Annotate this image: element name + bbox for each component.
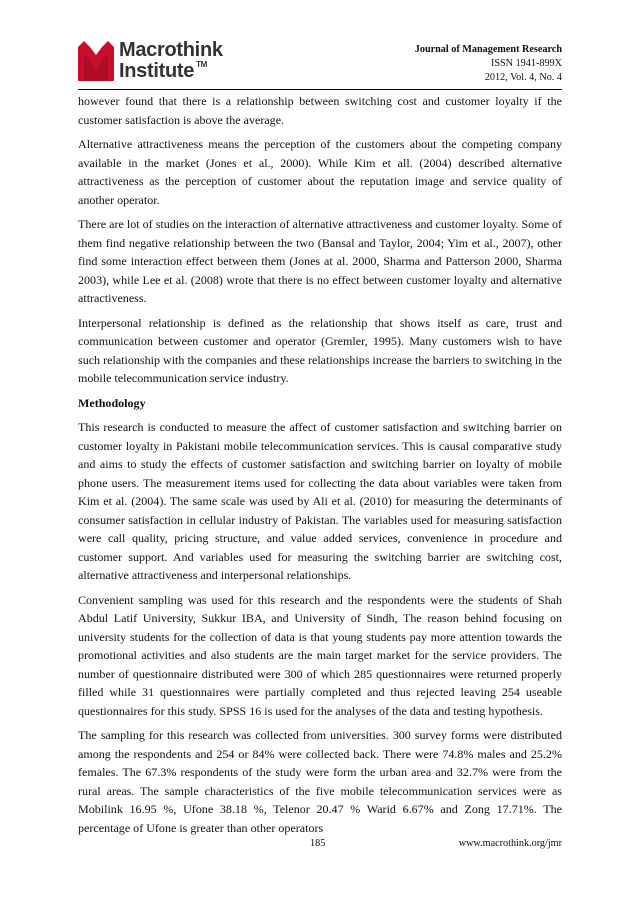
journal-issn: ISSN 1941-899X — [490, 58, 562, 69]
logo-line-1: Macrothink — [119, 39, 223, 61]
journal-info — [415, 43, 562, 85]
page-number: 185 — [310, 838, 326, 849]
page-header — [78, 38, 562, 90]
publisher-logo — [78, 40, 223, 81]
paragraph: This research is conducted to measure the affect of customer satisfaction and switching barrier on customer loyalty in Pakistani mobile telecommunication services. This is causal comparative study and aims to study the effects of customer satisfaction and switching barrier on loyalty of mobile phone users. The measurement items used for collecting the data about variables were taken from Kim et al. (2004). The same scale was used by Ali et al. (2010) for measuring the determinants of consumer satisfaction in cellular industry of Pakistan. The variables used for measuring satisfaction were call quality, pricing structure, and value added services, convenience in procedure and customer support. And variables used for measuring the switching barrier are switching cost, alternative attractiveness and interpersonal relationships. — [78, 420, 562, 582]
logo-line-2 — [119, 61, 223, 81]
page-footer — [78, 838, 562, 852]
section-heading: Methodology — [78, 395, 146, 410]
logo-wordmark — [119, 40, 223, 81]
article-body — [78, 92, 562, 843]
journal-website: www.macrothink.org/jmr — [458, 838, 562, 849]
paragraph: Interpersonal relationship is defined as the relationship that shows itself as care, trust and communication between customer and operator (Gremler, 1995). Many customers wish to have such relationship with the companies and these relationships increase the barriers to switching in the mobile telecommunication service industry. — [78, 315, 562, 385]
journal-volume: 2012, Vol. 4, No. 4 — [484, 72, 562, 83]
macrothink-logo-icon — [78, 41, 114, 81]
header-rule — [78, 89, 562, 90]
journal-name: Journal of Management Research — [414, 44, 562, 55]
paragraph: Convenient sampling was used for this research and the respondents were the students of Shah Abdul Latif University, Sukkur IBA, and University of Sindh, The reason behind focusing on university students for the collection of data is that young students pay more attention towards the promotional activities and also students are the main target market for the service providers. The number of questionnaire distributed were 300 of which 285 questionnaires were returned properly filled while 31 questionnaires were partially completed and thus rejected leaving 254 useable questionnaires for this study. SPSS 16 is used for the analyses of the data and testing hypothesis. — [78, 592, 562, 718]
logo-trademark: TM — [196, 60, 208, 69]
paragraph: however found that there is a relationship between switching cost and customer loyalty if the customer satisfaction is above the average. — [78, 94, 562, 127]
paragraph: The sampling for this research was collected from universities. 300 survey forms were distributed among the respondents and 254 or 84% were collected back. There were 74.8% males and 25.2% females. The 67.3% respondents of the study were form the urban area and 32.7% were from the rural areas. The sample characteristics of the five mobile telecommunication services were as Mobilink 16.95 %, Ufone 38.18 %, Telenor 20.47 % Warid 6.67% and Zong 17.71%. The percentage of Ufone is greater than other operators — [78, 728, 562, 835]
logo-line-2-text: Institute — [119, 60, 195, 82]
paragraph: Alternative attractiveness means the perception of the customers about the competing company available in the market (Jones et al., 2000). While Kim et all. (2004) described alternative attractiveness as the perception of customer about the reputation image and service quality of another operator. — [78, 137, 562, 207]
paragraph: There are lot of studies on the interaction of alternative attractiveness and customer loyalty. Some of them find negative relationship between the two (Bansal and Taylor, 2004; Yim et al., 2007), other find some interaction effect between them (Jones at al. 2000, Sharma and Patterson 2000, Sharma 2003), while Lee et al. (2008) wrote that there is no effect between customer loyalty and alternative attractiveness. — [78, 217, 562, 305]
